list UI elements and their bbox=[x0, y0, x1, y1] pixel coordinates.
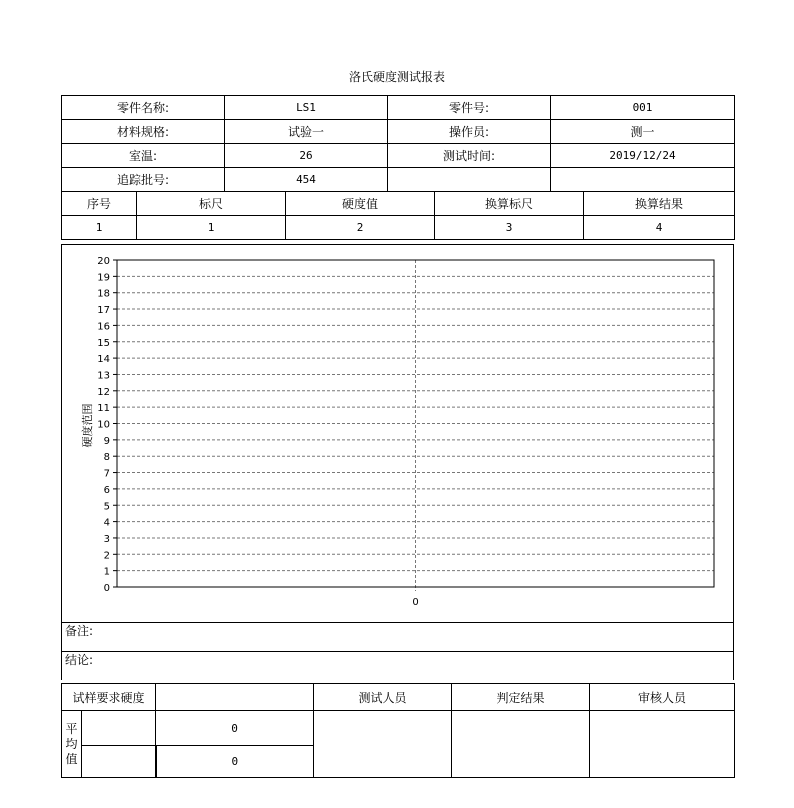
avg-cell bbox=[82, 746, 156, 778]
x-tick-label: 0 bbox=[412, 597, 419, 608]
grid-lines bbox=[117, 260, 714, 591]
y-tick-label: 10 bbox=[97, 419, 110, 431]
y-tick-label: 1 bbox=[103, 566, 110, 578]
operator-label: 操作员: bbox=[388, 120, 551, 144]
y-tick-label: 17 bbox=[97, 305, 110, 317]
hardness-chart bbox=[62, 245, 733, 623]
reviewer-label: 审核人员 bbox=[590, 684, 735, 711]
y-tick-label: 20 bbox=[97, 256, 110, 267]
required-hardness-label: 试样要求硬度 bbox=[62, 684, 156, 711]
empty-cell bbox=[388, 168, 551, 192]
part-name-value: LS1 bbox=[225, 96, 388, 120]
material-label: 材料规格: bbox=[62, 120, 225, 144]
tester-label: 测试人员 bbox=[314, 684, 452, 711]
col-header-scale: 标尺 bbox=[137, 192, 286, 216]
judgement-label: 判定结果 bbox=[452, 684, 590, 711]
y-tick-labels bbox=[97, 256, 117, 594]
x-tick-labels bbox=[412, 597, 418, 608]
avg-char: 值 bbox=[65, 751, 78, 766]
y-tick-label: 14 bbox=[97, 354, 110, 366]
y-tick-label: 15 bbox=[97, 337, 110, 349]
remarks-row bbox=[61, 622, 734, 651]
info-table bbox=[61, 95, 735, 192]
avg-char: 平 bbox=[65, 721, 78, 736]
col-number: 4 bbox=[584, 216, 735, 240]
required-hardness-value bbox=[156, 684, 314, 711]
col-number: 2 bbox=[286, 216, 435, 240]
y-tick-label: 3 bbox=[103, 533, 110, 545]
room-temp-label: 室温: bbox=[62, 144, 225, 168]
average-value-2: 0 bbox=[156, 746, 314, 778]
y-tick-label: 5 bbox=[103, 501, 110, 513]
remarks-label: 备注: bbox=[65, 624, 94, 638]
part-no-label: 零件号: bbox=[388, 96, 551, 120]
part-no-value: 001 bbox=[551, 96, 735, 120]
avg-cell bbox=[82, 711, 156, 746]
y-tick-label: 2 bbox=[103, 550, 110, 562]
avg-char: 均 bbox=[65, 736, 78, 751]
test-time-label: 测试时间: bbox=[388, 144, 551, 168]
col-number: 1 bbox=[62, 216, 137, 240]
y-axis-label: 硬度范围 bbox=[81, 403, 94, 448]
empty-cell bbox=[551, 168, 735, 192]
material-value: 试验一 bbox=[225, 120, 388, 144]
y-tick-label: 13 bbox=[97, 370, 110, 382]
col-header-converted-result: 换算结果 bbox=[584, 192, 735, 216]
col-number: 3 bbox=[435, 216, 584, 240]
conclusion-row bbox=[61, 651, 734, 680]
average-value-1: 0 bbox=[156, 711, 314, 746]
y-tick-label: 19 bbox=[97, 272, 110, 284]
operator-value: 测一 bbox=[551, 120, 735, 144]
col-number: 1 bbox=[137, 216, 286, 240]
batch-value: 454 bbox=[225, 168, 388, 192]
footer-table bbox=[61, 683, 735, 778]
column-table bbox=[61, 191, 735, 240]
col-header-hardness: 硬度值 bbox=[286, 192, 435, 216]
batch-label: 追踪批号: bbox=[62, 168, 225, 192]
room-temp-value: 26 bbox=[225, 144, 388, 168]
conclusion-label: 结论: bbox=[65, 653, 94, 667]
col-header-converted-scale: 换算标尺 bbox=[435, 192, 584, 216]
y-tick-label: 7 bbox=[103, 468, 110, 480]
chart-container bbox=[61, 244, 734, 623]
tester-value bbox=[314, 711, 452, 778]
part-name-label: 零件名称: bbox=[62, 96, 225, 120]
col-header-index: 序号 bbox=[62, 192, 137, 216]
y-tick-label: 16 bbox=[97, 321, 110, 333]
judgement-value bbox=[452, 711, 590, 778]
y-tick-label: 11 bbox=[97, 403, 110, 415]
report-title: 洛氏硬度测试报表 bbox=[348, 70, 445, 84]
y-tick-label: 4 bbox=[103, 517, 110, 529]
reviewer-value bbox=[590, 711, 735, 778]
y-tick-label: 9 bbox=[103, 435, 110, 447]
average-label bbox=[62, 711, 82, 778]
y-tick-label: 12 bbox=[97, 386, 110, 398]
y-tick-label: 8 bbox=[103, 452, 110, 464]
y-tick-label: 0 bbox=[103, 583, 110, 594]
y-tick-label: 18 bbox=[97, 288, 110, 300]
test-time-value: 2019/12/24 bbox=[551, 144, 735, 168]
y-tick-label: 6 bbox=[103, 484, 110, 496]
